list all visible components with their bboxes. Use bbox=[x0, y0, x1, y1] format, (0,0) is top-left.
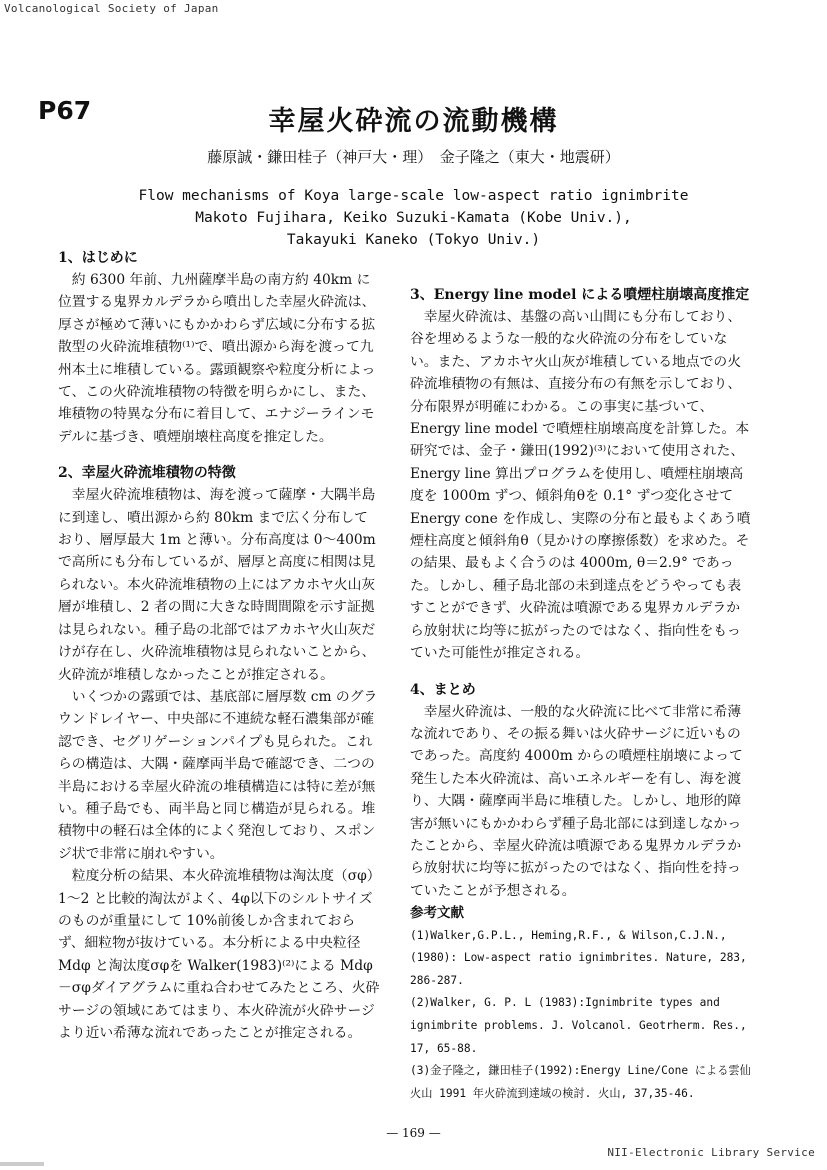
section-heading-introduction: 1、はじめに bbox=[58, 250, 138, 266]
paragraph: 幸屋火砕流は、基盤の高い山間にも分布しており、谷を埋めるような一般的な火砕流の分布をしていない。また、アカホヤ火山灰が堆積している地点での火砕流堆積物の有無は、直接分布の有無を示しており、分布限界が明確にわかる。この事実に基づいて、Energy line model で噴煙柱崩壊高度を計算した。本研究では、金子・鎌田(1992)⁽³⁾において使用された、Energy line 算出プログラムを使用し、噴煙柱崩壊高度を 1000m ずつ、傾斜角θを 0.1° ずつ変化させて Energy cone を作成し、実際の分布と最もよくあう噴煙柱高度と傾斜角θ（見かけの摩擦係数）を求めた。その結果、最もよく合うのは 4000m, θ＝2.9° であった。しかし、種子島北部の未到達点をどうやっても表すことができず、火砕流は噴源である鬼界カルデラから放射状に均等に拡がったのではなく、指向性をもっていた可能性が推定される。 bbox=[410, 309, 751, 662]
reference-item: (2)Walker, G. P. L (1983):Ignimbrite types and ignimbrite problems. J. Volcanol. Geotrherm. Res., 17, 65-88. bbox=[410, 996, 747, 1055]
section-heading-energy-line: 3、Energy line model による噴煙柱崩壊高度推定 bbox=[410, 287, 750, 303]
paragraph: 幸屋火砕流堆積物は、海を渡って薩摩・大隅半島に到達し、噴出源から約 80km まで広く分布しており、層厚最大 1m と薄い。分布高度は 0～400m で高所にも分布しているが、層厚と高度に相関は見られない。本火砕流堆積物の上にはアカホヤ火山灰層が堆積し、2 者の間に大きな時間間隙を示す証拠は見られない。種子島の北部ではアカホヤ火山灰だけが存在し、火砕流堆積物は見られないことから、火砕流が堆積しなかったことが推定される。 bbox=[58, 487, 376, 683]
section-heading-characteristics: 2、幸屋火砕流堆積物の特徴 bbox=[58, 465, 236, 482]
left-column bbox=[58, 247, 380, 1044]
reference-item: (1)Walker,G.P.L., Heming,R.F., & Wilson,C.J.N., (1980): Low-aspect ratio ignimbrites. Nature, 283, 286-287. bbox=[410, 928, 747, 987]
paper-title-en: Flow mechanisms of Koya large-scale low-aspect ratio ignimbrite bbox=[138, 188, 689, 204]
authors-en-line-1: Makoto Fujihara, Keiko Suzuki-Kamata (Kobe Univ.), bbox=[195, 210, 632, 226]
authors-jp: 藤原誠・鎌田桂子（神戸大・理） 金子隆之（東大・地震研） bbox=[207, 148, 620, 166]
reference-item: (3)金子隆之, 鎌田桂子(1992):Energy Line/Cone による雲仙火山 1991 年火砕流到達域の検討. 火山, 37,35-46. bbox=[410, 1064, 751, 1100]
paragraph: 約 6300 年前、九州薩摩半島の南方約 40km に位置する鬼界カルデラから噴出した幸屋火砕流は、厚さが極めて薄いにもかかわらず広域に分布する拡散型の火砕流堆積物⁽¹⁾で、噴出源から海を渡って九州本土に堆積している。露頭観察や粒度分析によって、この火砕流堆積物の特徴を明らかにし、また、堆積物の特異な分布に着目して、エナジーラインモデルに基づき、噴煙崩壊柱高度を推定した。 bbox=[58, 272, 376, 445]
library-footer: NII-Electronic Library Service bbox=[607, 1146, 815, 1159]
paragraph: いくつかの露頭では、基底部に層厚数 cm のグラウンドレイヤー、中央部に不連続な軽石濃集部が確認でき、セグリゲーションパイプも見られた。これらの構造は、大隅・薩摩両半島で確認でき、二つの半島における幸屋火砕流の堆積構造には特に差が無い。種子島でも、両半島と同じ構造が見られる。堆積物中の軽石は全体的によく発泡しており、スポンジ状で非常に崩れやすい。 bbox=[58, 688, 378, 862]
references-heading: 参考文献 bbox=[410, 905, 464, 922]
english-title-block bbox=[0, 185, 827, 251]
paragraph: 幸屋火砕流は、一般的な火砕流に比べて非常に希薄な流れであり、その振る舞いは火砕サージに近いものであった。高度約 4000m からの噴煙柱崩壊によって発生した本火砕流は、高いエネルギーを有し、海を渡り、大隅・薩摩両半島に堆積した。しかし、地形的障害が無いにもかかわらず種子島北部には到達しなかったことから、幸屋火砕流は噴源である鬼界カルデラから放射状に均等に拡がったのではなく、指向性を持っていたことが予想される。 bbox=[410, 703, 743, 899]
section-heading-summary: 4、まとめ bbox=[410, 681, 476, 698]
page-number: — 169 — bbox=[386, 1126, 441, 1140]
paper-code: P67 bbox=[38, 96, 92, 125]
authors-en-line-2: Takayuki Kaneko (Tokyo Univ.) bbox=[286, 232, 541, 248]
right-column bbox=[410, 284, 752, 1105]
scan-edge-mark bbox=[0, 1162, 44, 1166]
paragraph: 粒度分析の結果、本火砕流堆積物は淘汰度（σφ）1～2 と比較的淘汰がよく、4φ以下のシルトサイズのものが重量にして 10%前後しか含まれておらず、細粒物が抜けている。本分析による中央粒径 Mdφ と淘汰度σφを Walker(1983)⁽²⁾による Mdφ－σφダイアグラムに重ね合わせてみたところ、火砕サージの領域にあてはまり、本火砕流が火砕サージより近い希薄な流れであったことが推定される。 bbox=[58, 868, 380, 1041]
society-header: Volcanological Society of Japan bbox=[4, 2, 219, 15]
paper-title-jp: 幸屋火砕流の流動機構 bbox=[268, 106, 559, 137]
